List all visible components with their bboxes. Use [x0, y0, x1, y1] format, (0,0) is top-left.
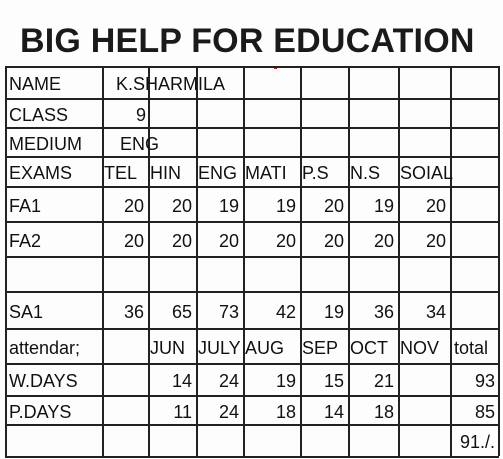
fa1-mark: 19 — [218, 195, 239, 216]
month-header: OCT — [350, 337, 388, 358]
page-title: BIG HELP FOR EDUCATION — [20, 22, 475, 60]
pdays-value: 24 — [218, 401, 239, 422]
table-rule-vertical — [196, 66, 198, 456]
exams-label: EXAMS — [9, 163, 73, 183]
attendance-percentage: 91./. — [459, 432, 495, 452]
wdays-value: 19 — [275, 371, 296, 391]
pdays-value: 18 — [275, 401, 296, 422]
pdays-value: 18 — [373, 401, 394, 422]
fa1-mark: 20 — [123, 195, 144, 216]
sa1-mark: 42 — [275, 301, 296, 322]
table-rule-vertical — [5, 66, 7, 456]
name-label: NAME — [9, 74, 62, 94]
sa1-mark: 36 — [123, 301, 144, 322]
pdays-value: 14 — [323, 401, 344, 422]
fa1-label: FA1 — [9, 195, 42, 216]
class-value: 9 — [136, 104, 147, 125]
medium-value: ENG — [120, 133, 160, 154]
pdays-label: P.DAYS — [9, 401, 72, 422]
table-rule-horizontal — [5, 186, 499, 188]
sa1-mark: 19 — [323, 301, 344, 322]
sa1-mark: 36 — [373, 301, 394, 322]
wdays-value: 21 — [373, 371, 394, 391]
wdays-value: 24 — [218, 371, 239, 391]
wdays-total: 93 — [474, 371, 495, 391]
fa2-mark: 20 — [275, 230, 296, 251]
wdays-value: 14 — [171, 371, 192, 391]
fa1-mark: 20 — [323, 195, 344, 216]
subject-header: TEL — [104, 163, 138, 183]
table-rule-vertical — [102, 66, 104, 456]
fa1-mark: 19 — [373, 195, 394, 216]
wdays-label: W.DAYS — [9, 371, 78, 391]
sa1-label: SA1 — [9, 301, 44, 322]
fa2-mark: 20 — [123, 230, 144, 251]
table-rule-horizontal — [5, 221, 499, 223]
class-label: CLASS — [9, 104, 69, 125]
table-rule-horizontal — [5, 66, 499, 68]
month-header: AUG — [245, 337, 285, 358]
subject-header: HIN — [150, 163, 181, 183]
table-rule-horizontal — [5, 98, 499, 100]
medium-label: MEDIUM — [9, 133, 82, 154]
subject-header: SOIAL — [400, 163, 454, 183]
fa2-label: FA2 — [9, 230, 42, 251]
pdays-value: 11 — [173, 401, 192, 422]
table-rule-vertical — [398, 66, 400, 456]
table-rule-horizontal — [5, 156, 499, 158]
fa2-mark: 20 — [171, 230, 192, 251]
table-rule-horizontal — [5, 424, 499, 426]
sa1-mark: 34 — [425, 301, 446, 322]
sa1-mark: 65 — [171, 301, 192, 322]
table-rule-vertical — [300, 66, 302, 456]
month-header: JUN — [150, 337, 185, 358]
table-rule-horizontal — [5, 127, 499, 129]
pdays-total: 85 — [474, 401, 495, 422]
fa2-mark: 20 — [373, 230, 394, 251]
subject-header: N.S — [350, 163, 381, 183]
table-rule-vertical — [450, 66, 452, 456]
month-header: NOV — [400, 337, 440, 358]
fa1-mark: 19 — [275, 195, 296, 216]
fa1-mark: 20 — [425, 195, 446, 216]
subject-header: MATI — [245, 163, 287, 183]
fa1-mark: 20 — [171, 195, 192, 216]
total-header: total — [454, 337, 489, 358]
fa2-mark: 20 — [323, 230, 344, 251]
table-rule-horizontal — [5, 328, 499, 330]
sa1-mark: 73 — [218, 301, 239, 322]
subject-header: ENG — [198, 163, 238, 183]
table-rule-horizontal — [5, 291, 499, 293]
attendance-label: attendar; — [9, 337, 81, 358]
table-rule-horizontal — [5, 363, 499, 365]
table-rule-vertical — [348, 66, 350, 456]
month-header: SEP — [302, 337, 339, 358]
fa2-mark: 20 — [425, 230, 446, 251]
fa2-mark: 20 — [218, 230, 239, 251]
subject-header: P.S — [302, 163, 329, 183]
table-rule-vertical — [498, 66, 500, 456]
month-header: JULY — [198, 337, 241, 358]
table-rule-horizontal — [5, 456, 499, 458]
name-value: K.SHARMILA — [116, 74, 226, 94]
report-table — [5, 66, 499, 456]
wdays-value: 15 — [323, 371, 344, 391]
table-rule-horizontal — [5, 395, 499, 397]
table-rule-horizontal — [5, 256, 499, 258]
table-rule-vertical — [243, 66, 245, 456]
